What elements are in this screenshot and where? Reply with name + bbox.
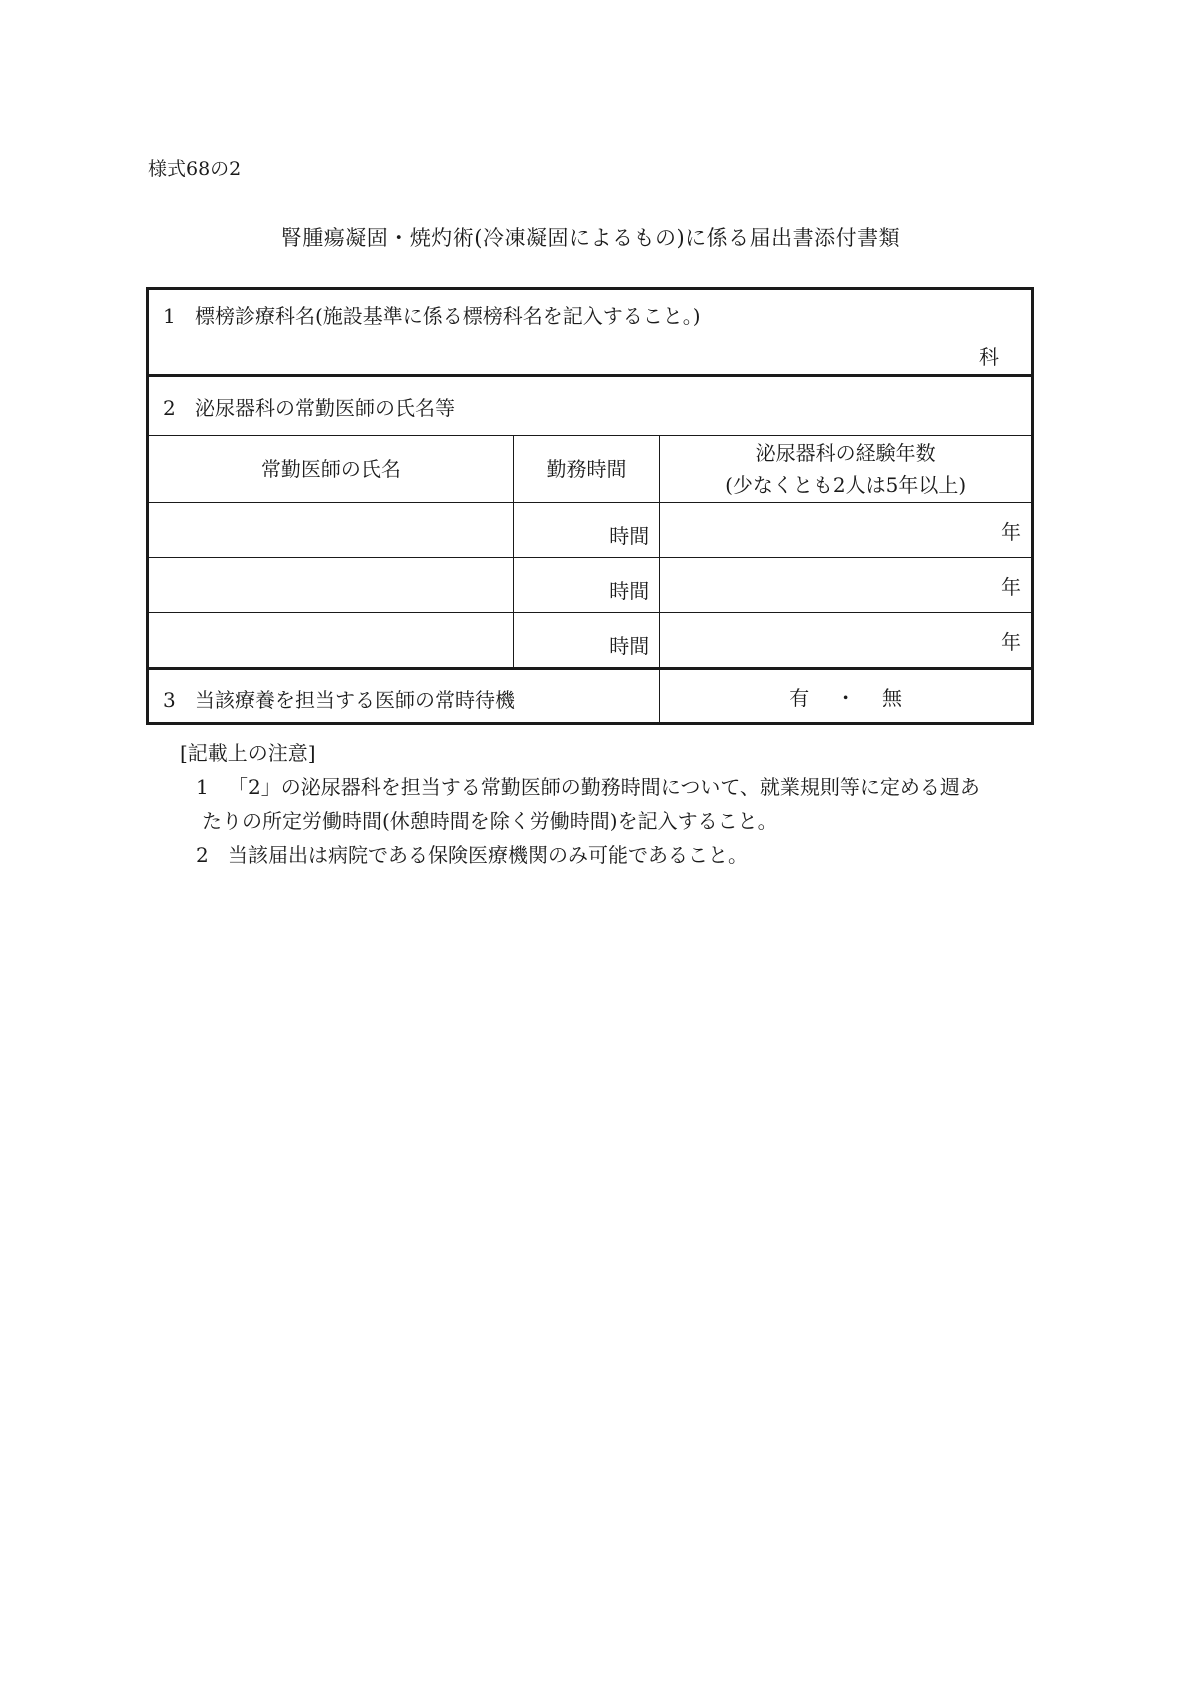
note-item (180, 838, 980, 872)
doctor-name-field[interactable] (148, 613, 514, 669)
section3-row (148, 669, 1033, 724)
doctor-name-field[interactable] (148, 503, 514, 558)
column-header-name: 常勤医師の氏名 (148, 436, 514, 503)
section1-heading (163, 300, 701, 329)
form-table (146, 287, 1034, 725)
note-item (180, 770, 980, 804)
experience-years-field[interactable] (660, 558, 1033, 613)
department-field[interactable] (148, 289, 1033, 376)
years-unit: 年 (1001, 574, 1021, 599)
section3-heading (148, 669, 660, 724)
section1-label: 標榜診療科名(施設基準に係る標榜科名を記入すること。) (195, 304, 701, 328)
years-unit: 年 (1001, 519, 1021, 544)
note-number: 2 (196, 843, 209, 867)
note-text: 「2」の泌尿器科を担当する常勤医師の勤務時間について、就業規則等に定める週あ (228, 775, 980, 799)
column-header-experience-line1: 泌尿器科の経験年数 (755, 441, 936, 465)
doctor-row (148, 558, 1033, 613)
section1-row (148, 289, 1033, 376)
section2-number: 2 (163, 395, 176, 420)
hours-unit: 時間 (609, 578, 650, 603)
section2-heading-row (148, 376, 1033, 436)
section3-number: 3 (163, 687, 176, 712)
working-hours-field[interactable] (513, 558, 660, 613)
hours-unit: 時間 (609, 633, 650, 658)
note-text: 当該届出は病院である保険医療機関のみ可能であること。 (228, 843, 748, 867)
section2-column-headers (148, 436, 1033, 503)
experience-years-field[interactable] (660, 503, 1033, 558)
working-hours-field[interactable] (513, 503, 660, 558)
document-title: 腎腫瘍凝固・焼灼術(冷凍凝固によるもの)に係る届出書添付書類 (280, 226, 901, 250)
hours-unit: 時間 (609, 523, 650, 548)
section1-number: 1 (163, 304, 176, 328)
note-continuation: たりの所定労働時間(休憩時間を除く労働時間)を記入すること。 (202, 809, 778, 833)
column-header-experience (660, 436, 1033, 503)
column-header-hours: 勤務時間 (513, 436, 660, 503)
section2-heading (148, 376, 1033, 436)
doctor-name-field[interactable] (148, 558, 514, 613)
working-hours-field[interactable] (513, 613, 660, 669)
notes (180, 736, 980, 872)
experience-years-field[interactable] (660, 613, 1033, 669)
years-unit: 年 (1001, 629, 1021, 654)
doctor-row (148, 503, 1033, 558)
column-header-experience-line2: (少なくとも2人は5年以上) (725, 473, 967, 497)
section3-label: 当該療養を担当する医師の常時待機 (195, 687, 515, 712)
notes-title: [記載上の注意] (180, 741, 316, 765)
standby-availability-field[interactable]: 有 ・ 無 (660, 669, 1033, 724)
note-number: 1 (196, 775, 209, 799)
department-unit: 科 (979, 345, 999, 369)
form-number: 様式68の2 (148, 158, 242, 180)
doctor-row (148, 613, 1033, 669)
section2-label: 泌尿器科の常勤医師の氏名等 (195, 395, 455, 420)
